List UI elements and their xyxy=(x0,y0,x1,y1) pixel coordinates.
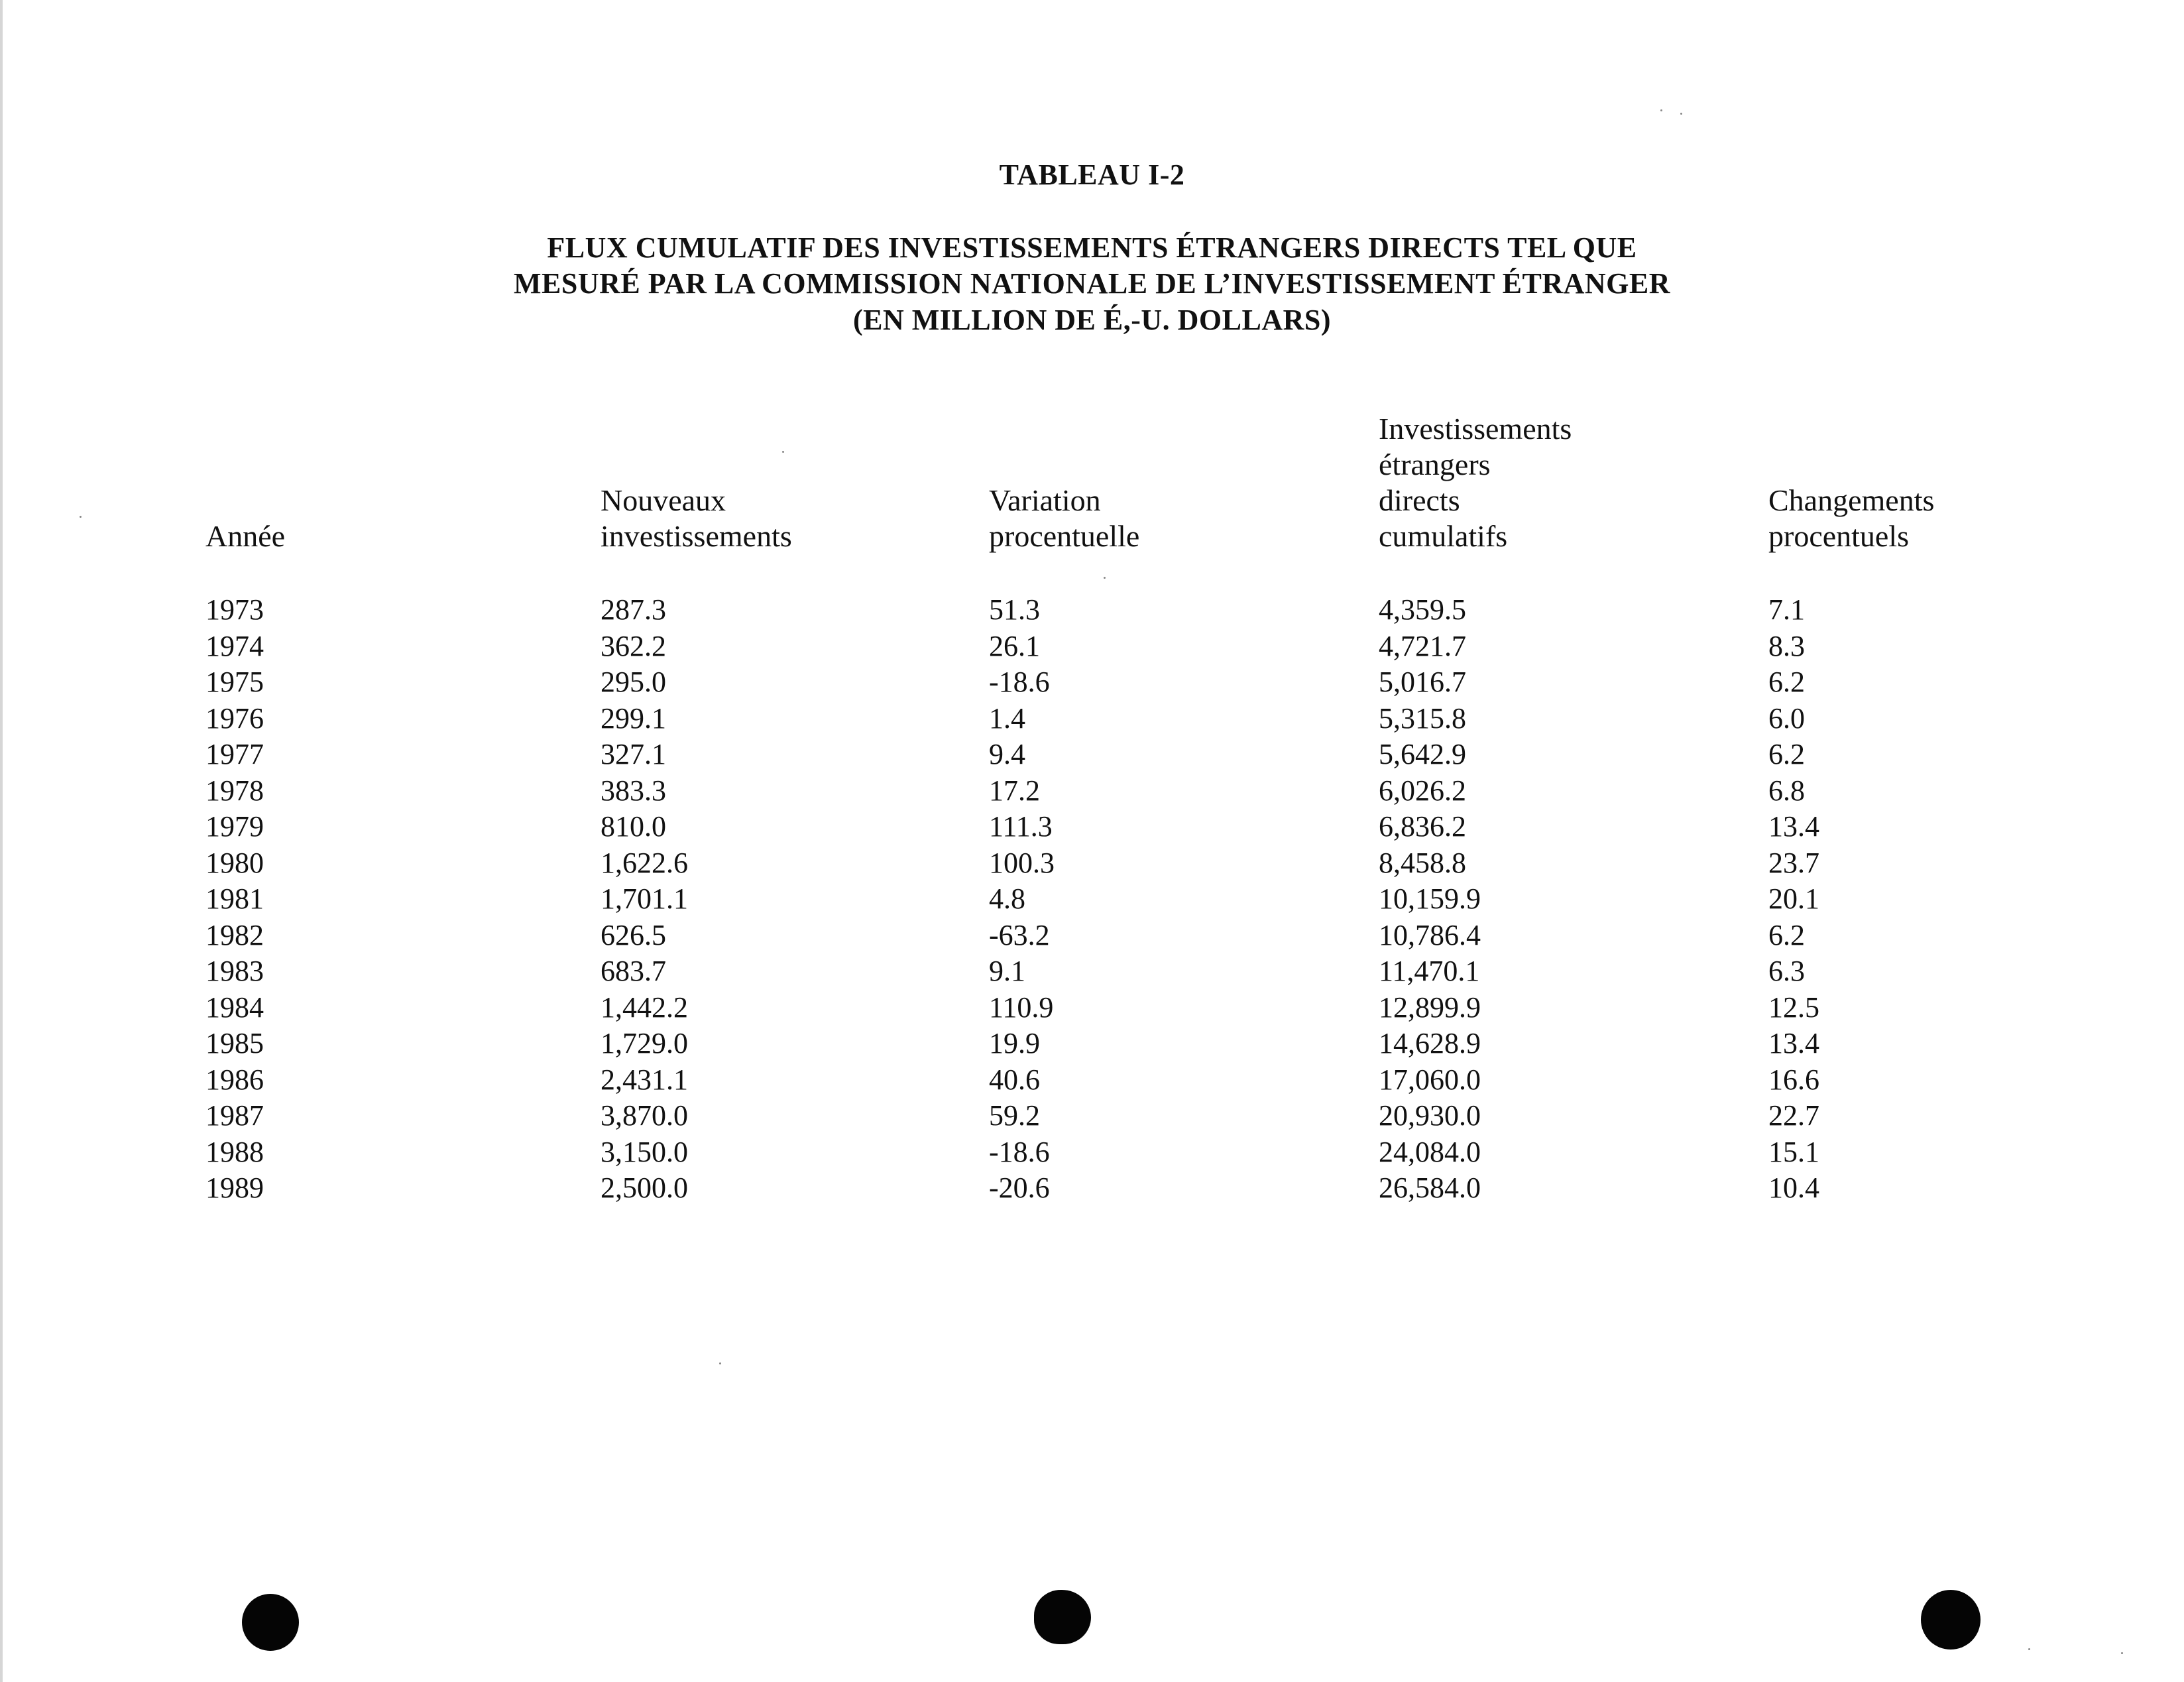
table-cell: 1987 xyxy=(205,1099,264,1132)
table-cell: 10,786.4 xyxy=(1379,918,1481,951)
table-cell: 1981 xyxy=(205,882,264,915)
table-cell: 1976 xyxy=(205,701,264,735)
table-cell: 1975 xyxy=(205,666,264,698)
table-cell: 1978 xyxy=(205,774,264,807)
table-cell: 1982 xyxy=(205,918,264,951)
table-cell: 9.4 xyxy=(989,738,1025,770)
punch-hole-left xyxy=(242,1594,299,1651)
punch-hole-right xyxy=(1921,1590,1981,1650)
table-cell: 1,729.0 xyxy=(601,1027,688,1059)
table-cell: 1989 xyxy=(205,1171,264,1204)
table-cell: 13.4 xyxy=(1768,1027,1819,1059)
scan-speck xyxy=(2028,1648,2030,1650)
table-cell: 1,442.2 xyxy=(601,991,688,1024)
table-cell: 6.2 xyxy=(1768,666,1805,698)
table-cell: 1988 xyxy=(205,1135,264,1168)
table-cell: 3,870.0 xyxy=(601,1099,688,1132)
scan-speck xyxy=(782,451,784,453)
header-nouveaux-investissements: Nouveaux investissements xyxy=(601,483,792,553)
table-cell: 22.7 xyxy=(1768,1099,1819,1132)
table-cell: 362.2 xyxy=(601,629,666,662)
table-cell: 5,642.9 xyxy=(1379,738,1466,770)
header-investissements-cumulatifs: Investissements étrangers directs cumulatifs xyxy=(1379,412,1572,553)
table-cell: 6.2 xyxy=(1768,738,1805,770)
table-cell: 6.8 xyxy=(1768,774,1805,807)
table-cell: 4.8 xyxy=(989,882,1025,915)
scan-speck xyxy=(80,516,82,518)
table-cell: 100.3 xyxy=(989,846,1055,879)
table-cell: 295.0 xyxy=(601,666,666,698)
table-cell: 5,315.8 xyxy=(1379,701,1466,735)
table-cell: 7.1 xyxy=(1768,593,1805,626)
table-cell: -18.6 xyxy=(989,666,1050,698)
column-variation-procentuelle xyxy=(989,592,1055,1207)
table-cell: 4,359.5 xyxy=(1379,593,1466,626)
table-cell: 6.2 xyxy=(1768,918,1805,951)
table-cell: 2,431.1 xyxy=(601,1063,688,1096)
scan-speck xyxy=(719,1362,721,1364)
table-cell: 626.5 xyxy=(601,918,666,951)
table-cell: 1985 xyxy=(205,1027,264,1059)
table-cell: 5,016.7 xyxy=(1379,666,1466,698)
table-cell: 6.3 xyxy=(1768,955,1805,987)
table-cell: 26.1 xyxy=(989,629,1040,662)
table-cell: 1,701.1 xyxy=(601,882,688,915)
table-cell: 299.1 xyxy=(601,701,666,735)
table-title-line-1: FLUX CUMULATIF DES INVESTISSEMENTS ÉTRANGERS DIRECTS TEL QUE xyxy=(547,231,1637,264)
column-annee xyxy=(205,592,264,1207)
table-cell: 327.1 xyxy=(601,738,666,770)
table-cell: 17.2 xyxy=(989,774,1040,807)
table-cell: 6,026.2 xyxy=(1379,774,1466,807)
table-cell: 9.1 xyxy=(989,955,1025,987)
table-cell: 1984 xyxy=(205,991,264,1024)
scan-speck xyxy=(1104,577,1106,579)
table-cell: 810.0 xyxy=(601,810,666,843)
table-cell: 14,628.9 xyxy=(1379,1027,1481,1059)
table-cell: 20,930.0 xyxy=(1379,1099,1481,1132)
table-cell: 23.7 xyxy=(1768,846,1819,879)
table-cell: 6.0 xyxy=(1768,701,1805,735)
table-cell: 8,458.8 xyxy=(1379,846,1466,879)
table-cell: 1979 xyxy=(205,810,264,843)
table-cell: 6,836.2 xyxy=(1379,810,1466,843)
table-cell: 1980 xyxy=(205,846,264,879)
punch-hole-center xyxy=(1034,1590,1091,1644)
table-cell: -20.6 xyxy=(989,1171,1050,1204)
header-changements-procentuels: Changements procentuels xyxy=(1768,483,1935,553)
table-cell: 110.9 xyxy=(989,991,1054,1024)
table-cell: 1973 xyxy=(205,593,264,626)
table-title-line-2: MESURÉ PAR LA COMMISSION NATIONALE DE L’INVESTISSEMENT ÉTRANGER xyxy=(514,267,1670,300)
table-cell: -18.6 xyxy=(989,1135,1050,1168)
table-number: TABLEAU I-2 xyxy=(999,158,1185,191)
table-cell: 287.3 xyxy=(601,593,666,626)
header-variation-procentuelle: Variation procentuelle xyxy=(989,483,1140,553)
table-cell: 3,150.0 xyxy=(601,1135,688,1168)
table-cell: 40.6 xyxy=(989,1063,1040,1096)
table-cell: 19.9 xyxy=(989,1027,1040,1059)
column-nouveaux-investissements xyxy=(601,592,688,1207)
table-cell: 15.1 xyxy=(1768,1135,1819,1168)
table-cell: 8.3 xyxy=(1768,629,1805,662)
table-cell: 1.4 xyxy=(989,701,1025,735)
table-cell: 1974 xyxy=(205,629,264,662)
table-cell: 2,500.0 xyxy=(601,1171,688,1204)
table-cell: -63.2 xyxy=(989,918,1050,951)
header-annee: Année xyxy=(205,519,286,553)
scan-speck xyxy=(1660,109,1662,111)
table-cell: 683.7 xyxy=(601,955,666,987)
table-cell: 1977 xyxy=(205,738,264,770)
table-title-line-3: (EN MILLION DE É,-U. DOLLARS) xyxy=(852,304,1331,336)
table-cell: 10.4 xyxy=(1768,1171,1819,1204)
table-cell: 17,060.0 xyxy=(1379,1063,1481,1096)
table-cell: 1986 xyxy=(205,1063,264,1096)
column-changements-procentuels xyxy=(1768,592,1819,1207)
scan-speck xyxy=(1680,113,1682,115)
table-cell: 16.6 xyxy=(1768,1063,1819,1096)
table-cell: 1,622.6 xyxy=(601,846,688,879)
table-cell: 20.1 xyxy=(1768,882,1819,915)
table-cell: 12.5 xyxy=(1768,991,1819,1024)
table-cell: 1983 xyxy=(205,955,264,987)
table-cell: 59.2 xyxy=(989,1099,1040,1132)
table-cell: 383.3 xyxy=(601,774,666,807)
table-cell: 26,584.0 xyxy=(1379,1171,1481,1204)
scan-speck xyxy=(2121,1652,2123,1654)
table-cell: 51.3 xyxy=(989,593,1040,626)
table-cell: 4,721.7 xyxy=(1379,629,1466,662)
table-cell: 24,084.0 xyxy=(1379,1135,1481,1168)
table-cell: 12,899.9 xyxy=(1379,991,1481,1024)
table-cell: 10,159.9 xyxy=(1379,882,1481,915)
column-investissements-cumulatifs xyxy=(1379,592,1481,1207)
table-cell: 111.3 xyxy=(989,810,1053,843)
table-cell: 11,470.1 xyxy=(1379,955,1480,987)
table-cell: 13.4 xyxy=(1768,810,1819,843)
